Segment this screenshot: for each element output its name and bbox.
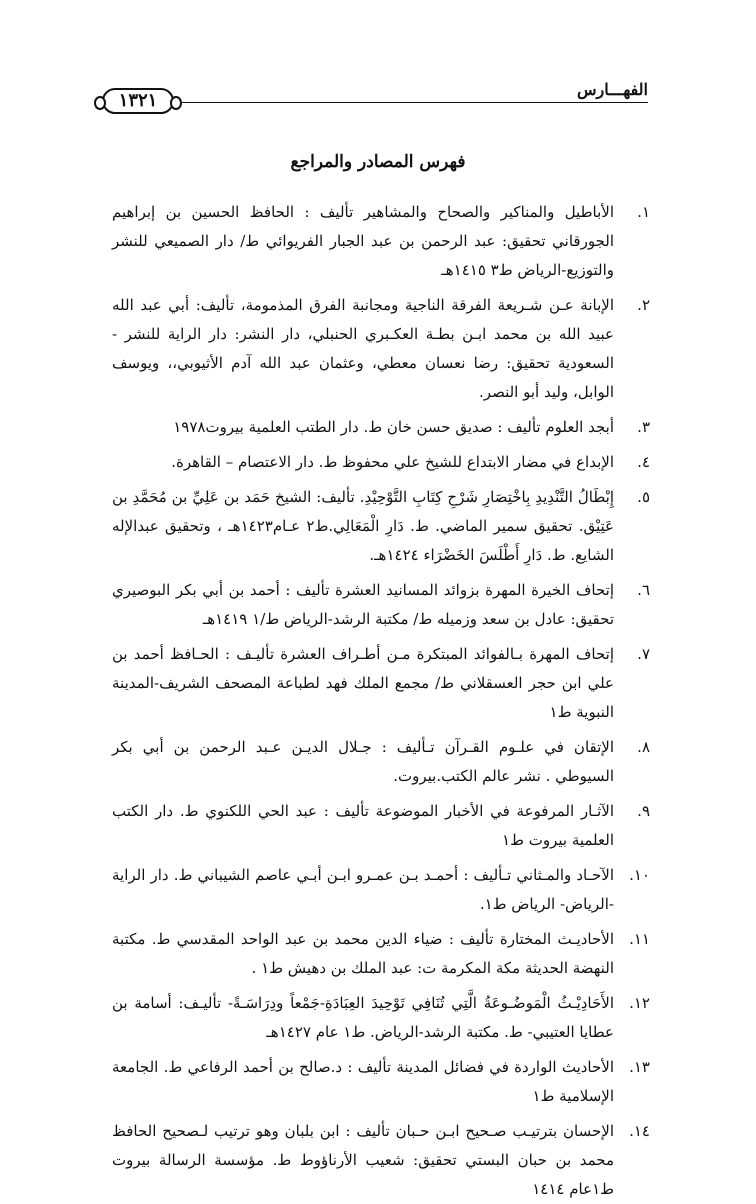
running-header: [102, 76, 648, 118]
entry-text: الأحاديـث المختارة تأليف : ضياء الدين محمد بن عبد الواحد المقدسي ط. مكتبة النهضة الحديثة مكة المكرمة ت: عبد الملك بن دهيش ط١ .: [112, 930, 614, 977]
reference-entry: [112, 733, 650, 791]
page-number: ١٣٢١: [102, 88, 174, 114]
reference-entry: [112, 1117, 650, 1204]
entry-text: أبجد العلوم تأليف : صديق حسن خان ط. دار الطتب العلمية بيروت١٩٧٨: [173, 418, 614, 436]
reference-entry: [112, 413, 650, 442]
entry-number: ٨.: [637, 738, 650, 756]
entry-text: الأَحَادِيْـثُ الْمَوضُـوعَةُ الَّتِي تُنَافِي تَوْحِيدَ العِبَادَةِ-جَمْعاً ودِرَاسَـةً- تأليـف: أسامة بن عطايا العتيبي- ط. مكتبة الرشد-الرياض. ط١ عام ١٤٢٧هـ: [112, 994, 614, 1041]
reference-entry: [112, 198, 650, 285]
entry-text: الإبانة عـن شـريعة الفرقة الناجية ومجانبة الفرق المذمومة، تأليف: أبي عبد الله عبيد الله بن محمد ابـن بطـة العكـبري الحنبلي، دار النشر: دار الراية للنشر - السعودية تحقيق: رضا نعسان معطي، وعثمان عبد الله آدم الأثيوبي،، ويوسف الوابل، وليد أبو النصر.: [112, 296, 614, 401]
reference-entry: [112, 448, 650, 477]
entry-number: ٥.: [637, 488, 650, 506]
reference-entry: [112, 640, 650, 727]
section-title: فهرس المصادر والمراجع: [290, 152, 466, 172]
entry-number: ١٢.: [629, 994, 650, 1012]
entry-text: الآحـاد والمـثاني تـأليف : أحمـد بـن عمـرو ابـن أبـي عاصم الشيباني ط. دار الراية -الرياض- الرياض ط١.: [112, 866, 614, 913]
entry-text: إتحاف الخيرة المهرة بزوائد المسانيد العشرة تأليف : أحمد بن أبي بكر البوصيري تحقيق: عادل بن سعد وزميله ط/ مكتبة الرشد-الرياض ط/١ ١٤١٩هـ: [112, 581, 614, 628]
entry-text: إِبْطَالُ التَّنْدِيدِ بِاخْتِصَارِ شَرْحِ كِتَابِ التَّوْحِيْدِ. تأليف: الشيخ حَمَد بن عَلِيِّ بن مُحَمَّدِ بن عَتِيْق. تحقيق سمير الماضي. ط. دَارِ الْمَعَالِي.ط٢ عـام١٤٢٣هـ ، وتحقيق عبدالإله الشايع. ط. دَارِ أَطْلَسَ الخَضْرَاء ١٤٢٤هـ.: [112, 488, 614, 564]
entry-text: الأباطيل والمناكير والصحاح والمشاهير تأليف : الحافظ الحسين بن إبراهيم الجورقاني تحقيق: عبد الرحمن بن عبد الجبار الفريوائي ط/ دار الصميعي للنشر والتوزيع-الرياض ط٣ ١٤١٥هـ: [112, 203, 614, 279]
entry-number: ٣.: [637, 418, 650, 436]
header-rule: [174, 102, 648, 103]
entry-text: الإتقان في علـوم القـرآن تـأليف : جـلال الديـن عـبد الرحمن بن أبي بكر السيوطي . نشر عالم الكتب.بيروت.: [112, 738, 614, 785]
entry-number: ١٠.: [629, 866, 650, 884]
reference-entry: [112, 483, 650, 570]
entry-number: ١١.: [629, 930, 650, 948]
entry-number: ١٣.: [629, 1058, 650, 1076]
entry-number: ١.: [637, 203, 650, 221]
reference-entry: [112, 576, 650, 634]
entry-text: الآثـار المرفوعة في الأخبار الموضوعة تأليف : عبد الحي اللكنوي ط. دار الكتب العلمية بيروت ط١: [112, 802, 614, 849]
entry-text: الأحاديث الواردة في فضائل المدينة تأليف : د.صالح بن أحمد الرفاعي ط. الجامعة الإسلامية ط١: [112, 1058, 614, 1105]
entry-number: ٢.: [637, 296, 650, 314]
reference-entry: [112, 989, 650, 1047]
reference-entry: [112, 797, 650, 855]
entry-number: ٧.: [637, 645, 650, 663]
entry-number: ٦.: [637, 581, 650, 599]
entry-number: ٩.: [637, 802, 650, 820]
references-list: [112, 198, 650, 1204]
entry-text: الإحسان بترتيـب صـحيح ابـن حـبان تأليف : ابن بلبان وهو ترتيب لـصحيح الحافظ محمد بن حبان البستي تحقيق: شعيب الأرناؤوط ط. مؤسسة الرسالة بيروت ط١عام ١٤١٤: [112, 1122, 614, 1198]
entry-number: ١٤.: [629, 1122, 650, 1140]
entry-text: إتحاف المهرة بـالفوائد المبتكرة مـن أطـراف العشرة تأليـف : الحـافظ أحمد بن علي ابن حجر العسقلاني ط/ مجمع الملك فهد لطباعة المصحف الشريف-المدينة النبوية ط١: [112, 645, 614, 721]
reference-entry: [112, 1053, 650, 1111]
entry-text: الإبداع في مضار الابتداع للشيخ علي محفوظ ط. دار الاعتصام – القاهرة.: [171, 453, 614, 471]
reference-entry: [112, 925, 650, 983]
header-title: الفهـــارس: [577, 80, 648, 99]
reference-entry: [112, 861, 650, 919]
reference-entry: [112, 291, 650, 407]
entry-number: ٤.: [637, 453, 650, 471]
